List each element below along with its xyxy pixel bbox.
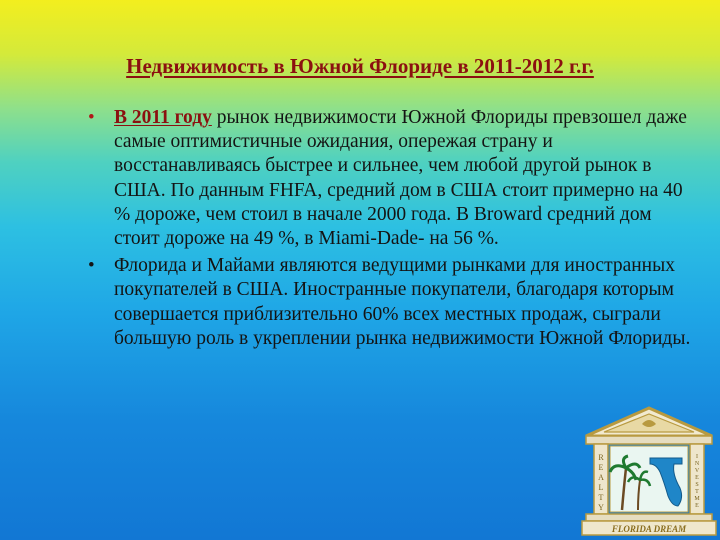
svg-text:FLORIDA DREAM: FLORIDA DREAM: [611, 524, 687, 534]
svg-text:N: N: [694, 461, 700, 467]
svg-text:I: I: [696, 454, 698, 460]
svg-text:S: S: [695, 482, 699, 488]
svg-text:E: E: [695, 503, 699, 509]
bullet-text: рынок недвижимости Южной Флориды превзошел даже самые оптимистичные ожидания, опережая страну и восстанавливаясь быстрее и сильнее, чем любой другой рынок в США. По данным FHFA, средний дом в США стоит примерно на 40 % дороже, чем стоил в начале 2000 года. В Broward средний дом стоит дороже на 49 %, в Miami-Dade- на 56 %.: [114, 107, 687, 250]
bullet-item: [88, 254, 698, 351]
bullet-marker-icon: •: [88, 107, 95, 128]
svg-text:E: E: [598, 463, 604, 472]
bullet-text: Флорида и Майами являются ведущими рынками для иностранных покупателей в США. Иностранные покупатели, благодаря которым совершается приблизительно 60% всех местных продаж, сыграли большую роль в укреплении рынка недвижимости Южной Флориды.: [114, 255, 691, 349]
svg-text:V: V: [694, 468, 700, 474]
bullet-lead-text: В 2011 году: [114, 107, 212, 128]
svg-text:E: E: [695, 475, 699, 481]
bullet-item: [88, 106, 698, 251]
svg-text:T: T: [598, 493, 604, 502]
svg-text:T: T: [695, 489, 699, 495]
svg-text:Y: Y: [598, 503, 604, 512]
bullet-marker-icon: •: [88, 255, 95, 277]
slide-title: Недвижимость в Южной Флориде в 2011-2012 г.г.: [126, 54, 594, 78]
florida-dream-logo: [580, 402, 718, 538]
svg-text:L: L: [598, 483, 604, 492]
svg-text:A: A: [598, 473, 604, 482]
bullet-list: [88, 106, 698, 354]
temple-logo-icon: [580, 402, 718, 538]
svg-text:M: M: [694, 496, 700, 502]
svg-text:R: R: [598, 453, 604, 462]
